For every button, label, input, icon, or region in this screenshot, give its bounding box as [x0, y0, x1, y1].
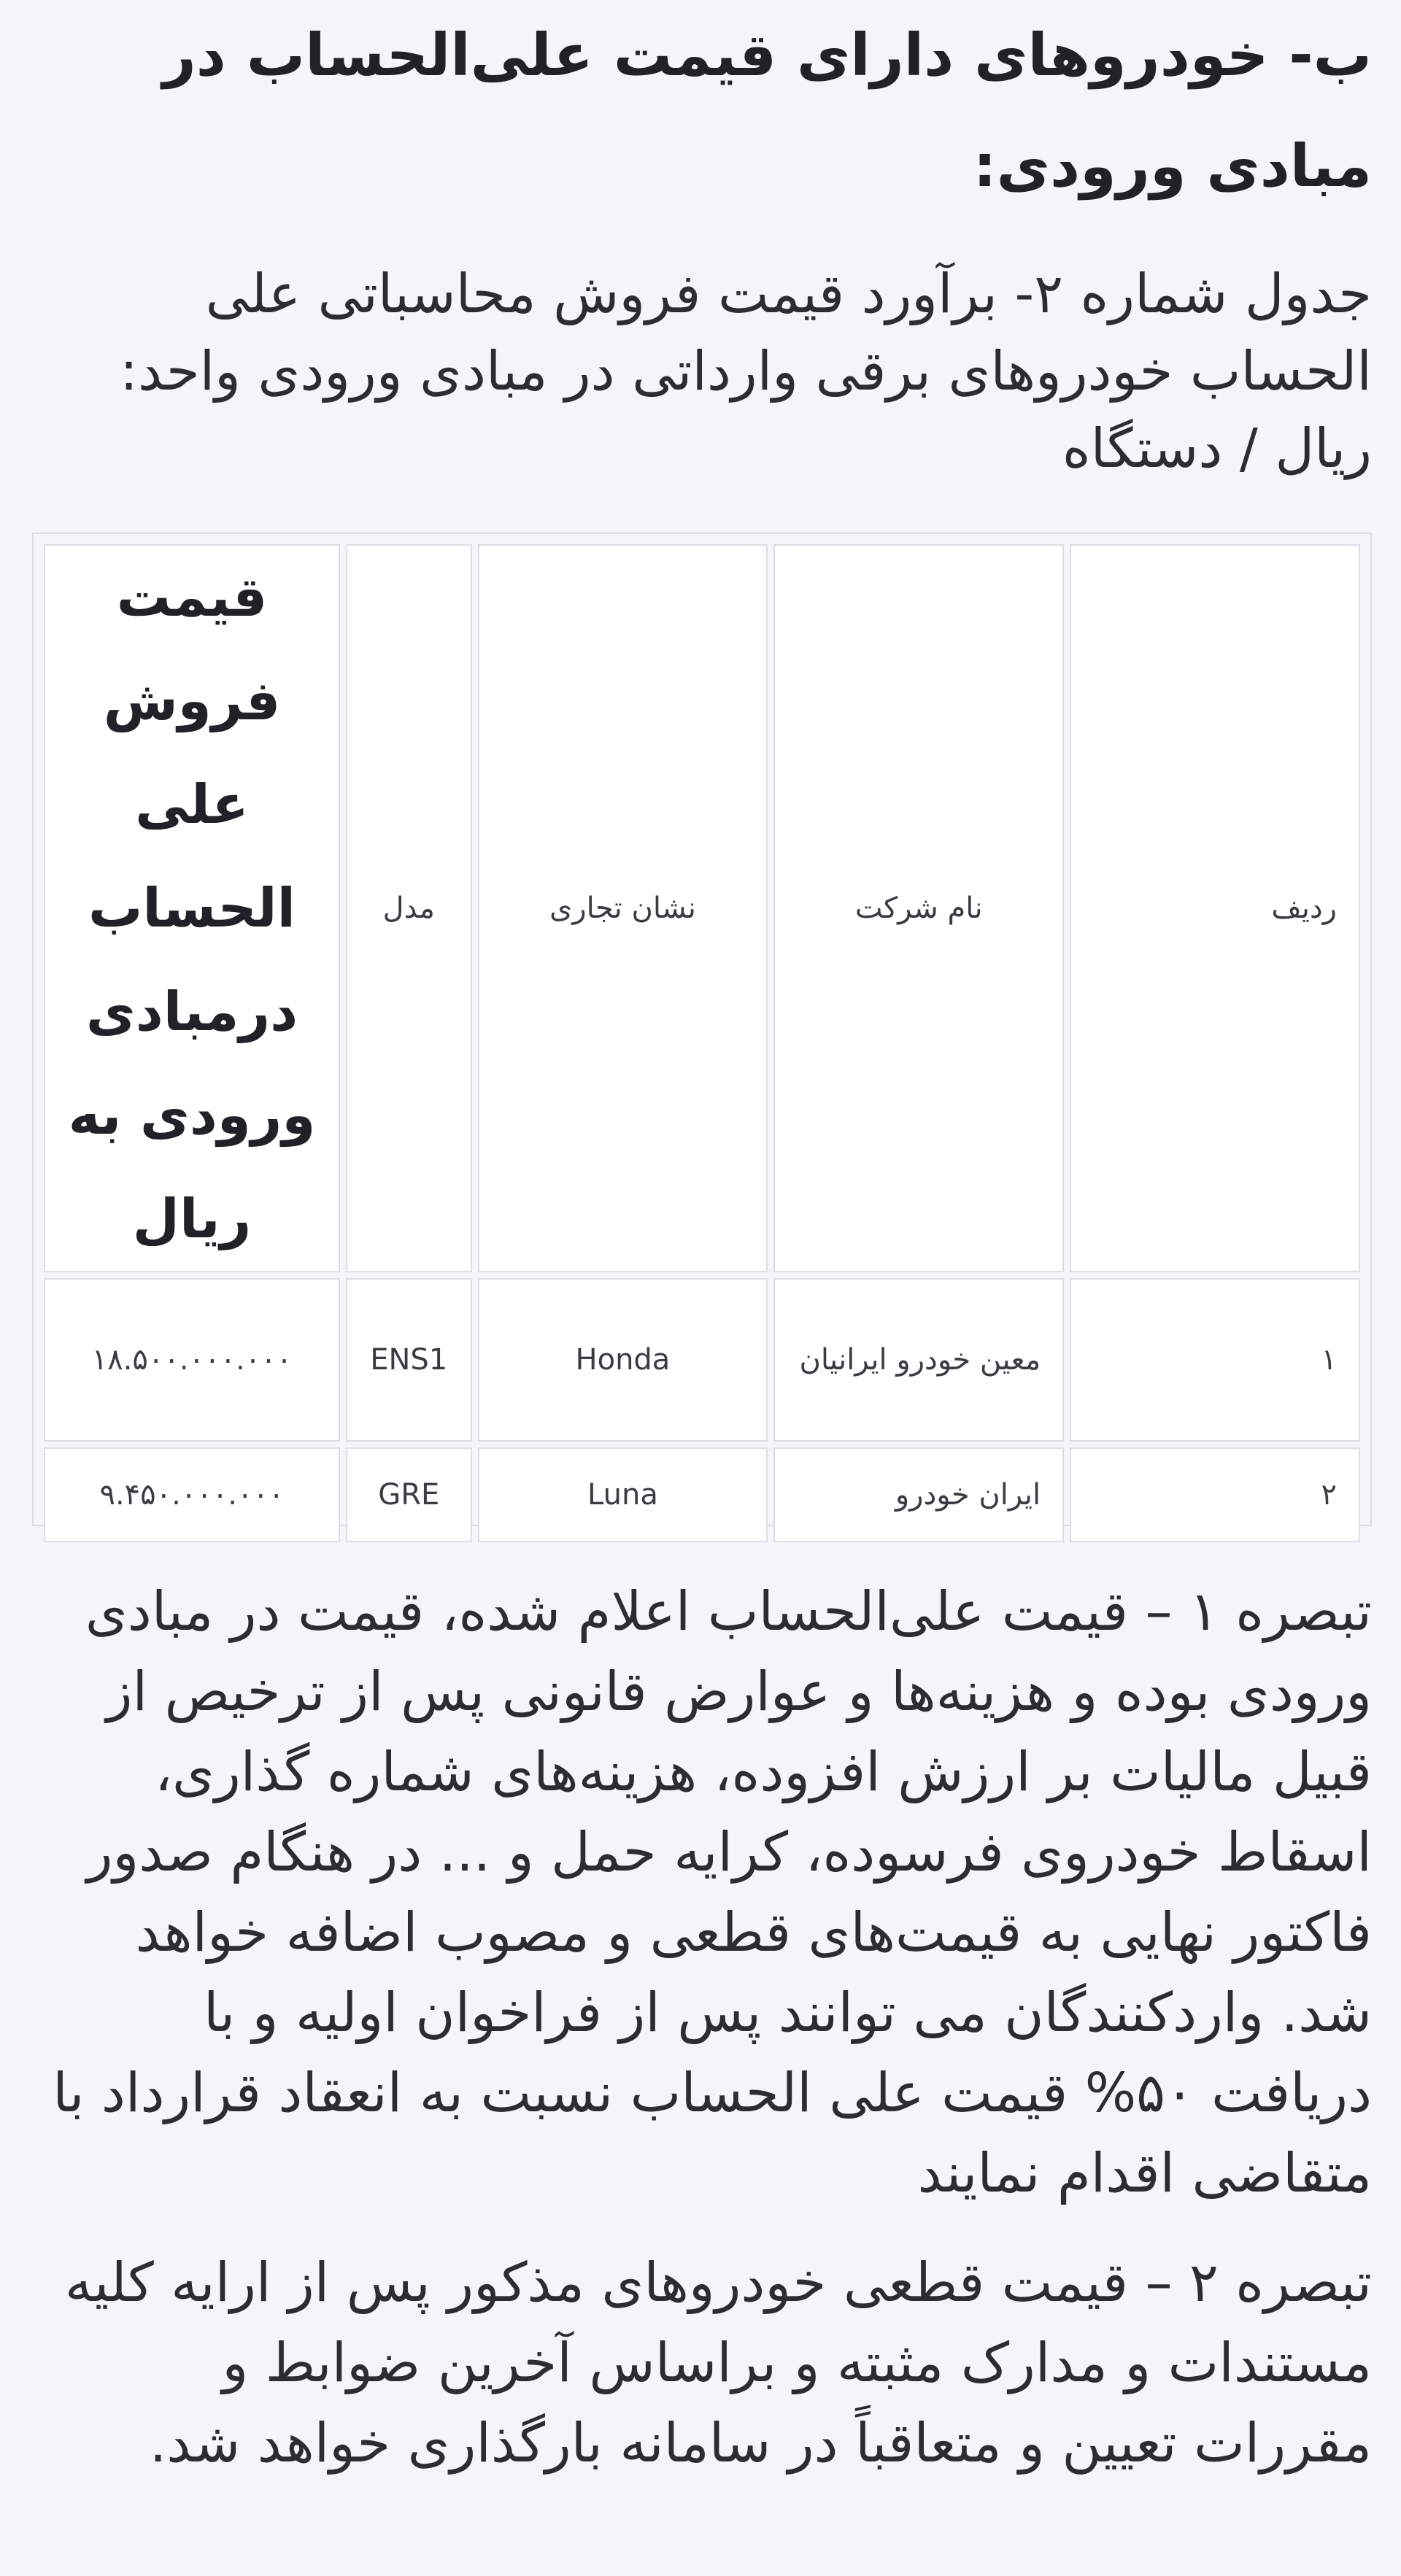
header-price: قیمت فروش علی الحساب درمبادی ورودی به ریال — [44, 544, 340, 1272]
header-brand: نشان تجاری — [478, 544, 768, 1272]
cell-brand: Honda — [478, 1278, 768, 1442]
cell-company-name: ایران خودرو — [773, 1447, 1064, 1542]
note-1: تبصره ۱ – قیمت علی‌الحساب اعلام شده، قیمت در مبادی ورودی بوده و هزینه‌ها و عوارض قانونی پس از ترخیص از قبیل مالیات بر ارزش افزوده، هزینه‌های شماره گذاری، اسقاط خودروی فرسوده، کرایه حمل و ... در هنگام صدور فاکتور نهایی به قیمت‌های قطعی و مصوب اضافه خواهد شد. واردکنندگان می توانند پس از فراخوان اولیه و با دریافت ۵۰% قیمت علی الحساب نسبت به انعقاد قرارداد با متقاضی اقدام نمایند — [53, 1580, 1372, 2205]
cell-model: ENS1 — [346, 1278, 472, 1442]
table-caption: جدول شماره ۲- برآورد قیمت فروش محاسباتی علی الحساب خودروهای برقی وارداتی در مبادی ورودی واحد: ریال / دستگاه — [120, 263, 1372, 480]
price-table — [38, 538, 1366, 1548]
cell-row-number: ۲ — [1070, 1447, 1360, 1542]
table-header-row — [44, 544, 1360, 1272]
cell-price: ۹.۴۵۰.۰۰۰.۰۰۰ — [44, 1447, 340, 1542]
cell-price: ۱۸.۵۰۰.۰۰۰.۰۰۰ — [44, 1278, 340, 1442]
header-row-number: ردیف — [1070, 544, 1360, 1272]
table-row — [44, 1447, 1360, 1542]
header-company-name: نام شرکت — [773, 544, 1064, 1272]
cell-row-number: ۱ — [1070, 1278, 1360, 1442]
document-body — [32, 0, 1372, 2483]
note-2: تبصره ۲ – قیمت قطعی خودروهای مذکور پس از ارایه کلیه مستندات و مدارک مثبته و براساس آخرین ضوابط و مقررات تعیین و متعاقباً در سامانه بارگذاری خواهد شد. — [65, 2251, 1372, 2475]
price-table-container — [32, 533, 1372, 1526]
cell-company-name: معین خودرو ایرانیان — [773, 1278, 1064, 1442]
cell-model: GRE — [346, 1447, 472, 1542]
cell-brand: Luna — [478, 1447, 768, 1542]
section-heading: ب- خودروهای دارای قیمت علی‌الحساب در مبادی ورودی: — [162, 21, 1372, 200]
header-model: مدل — [346, 544, 472, 1272]
table-row — [44, 1278, 1360, 1442]
